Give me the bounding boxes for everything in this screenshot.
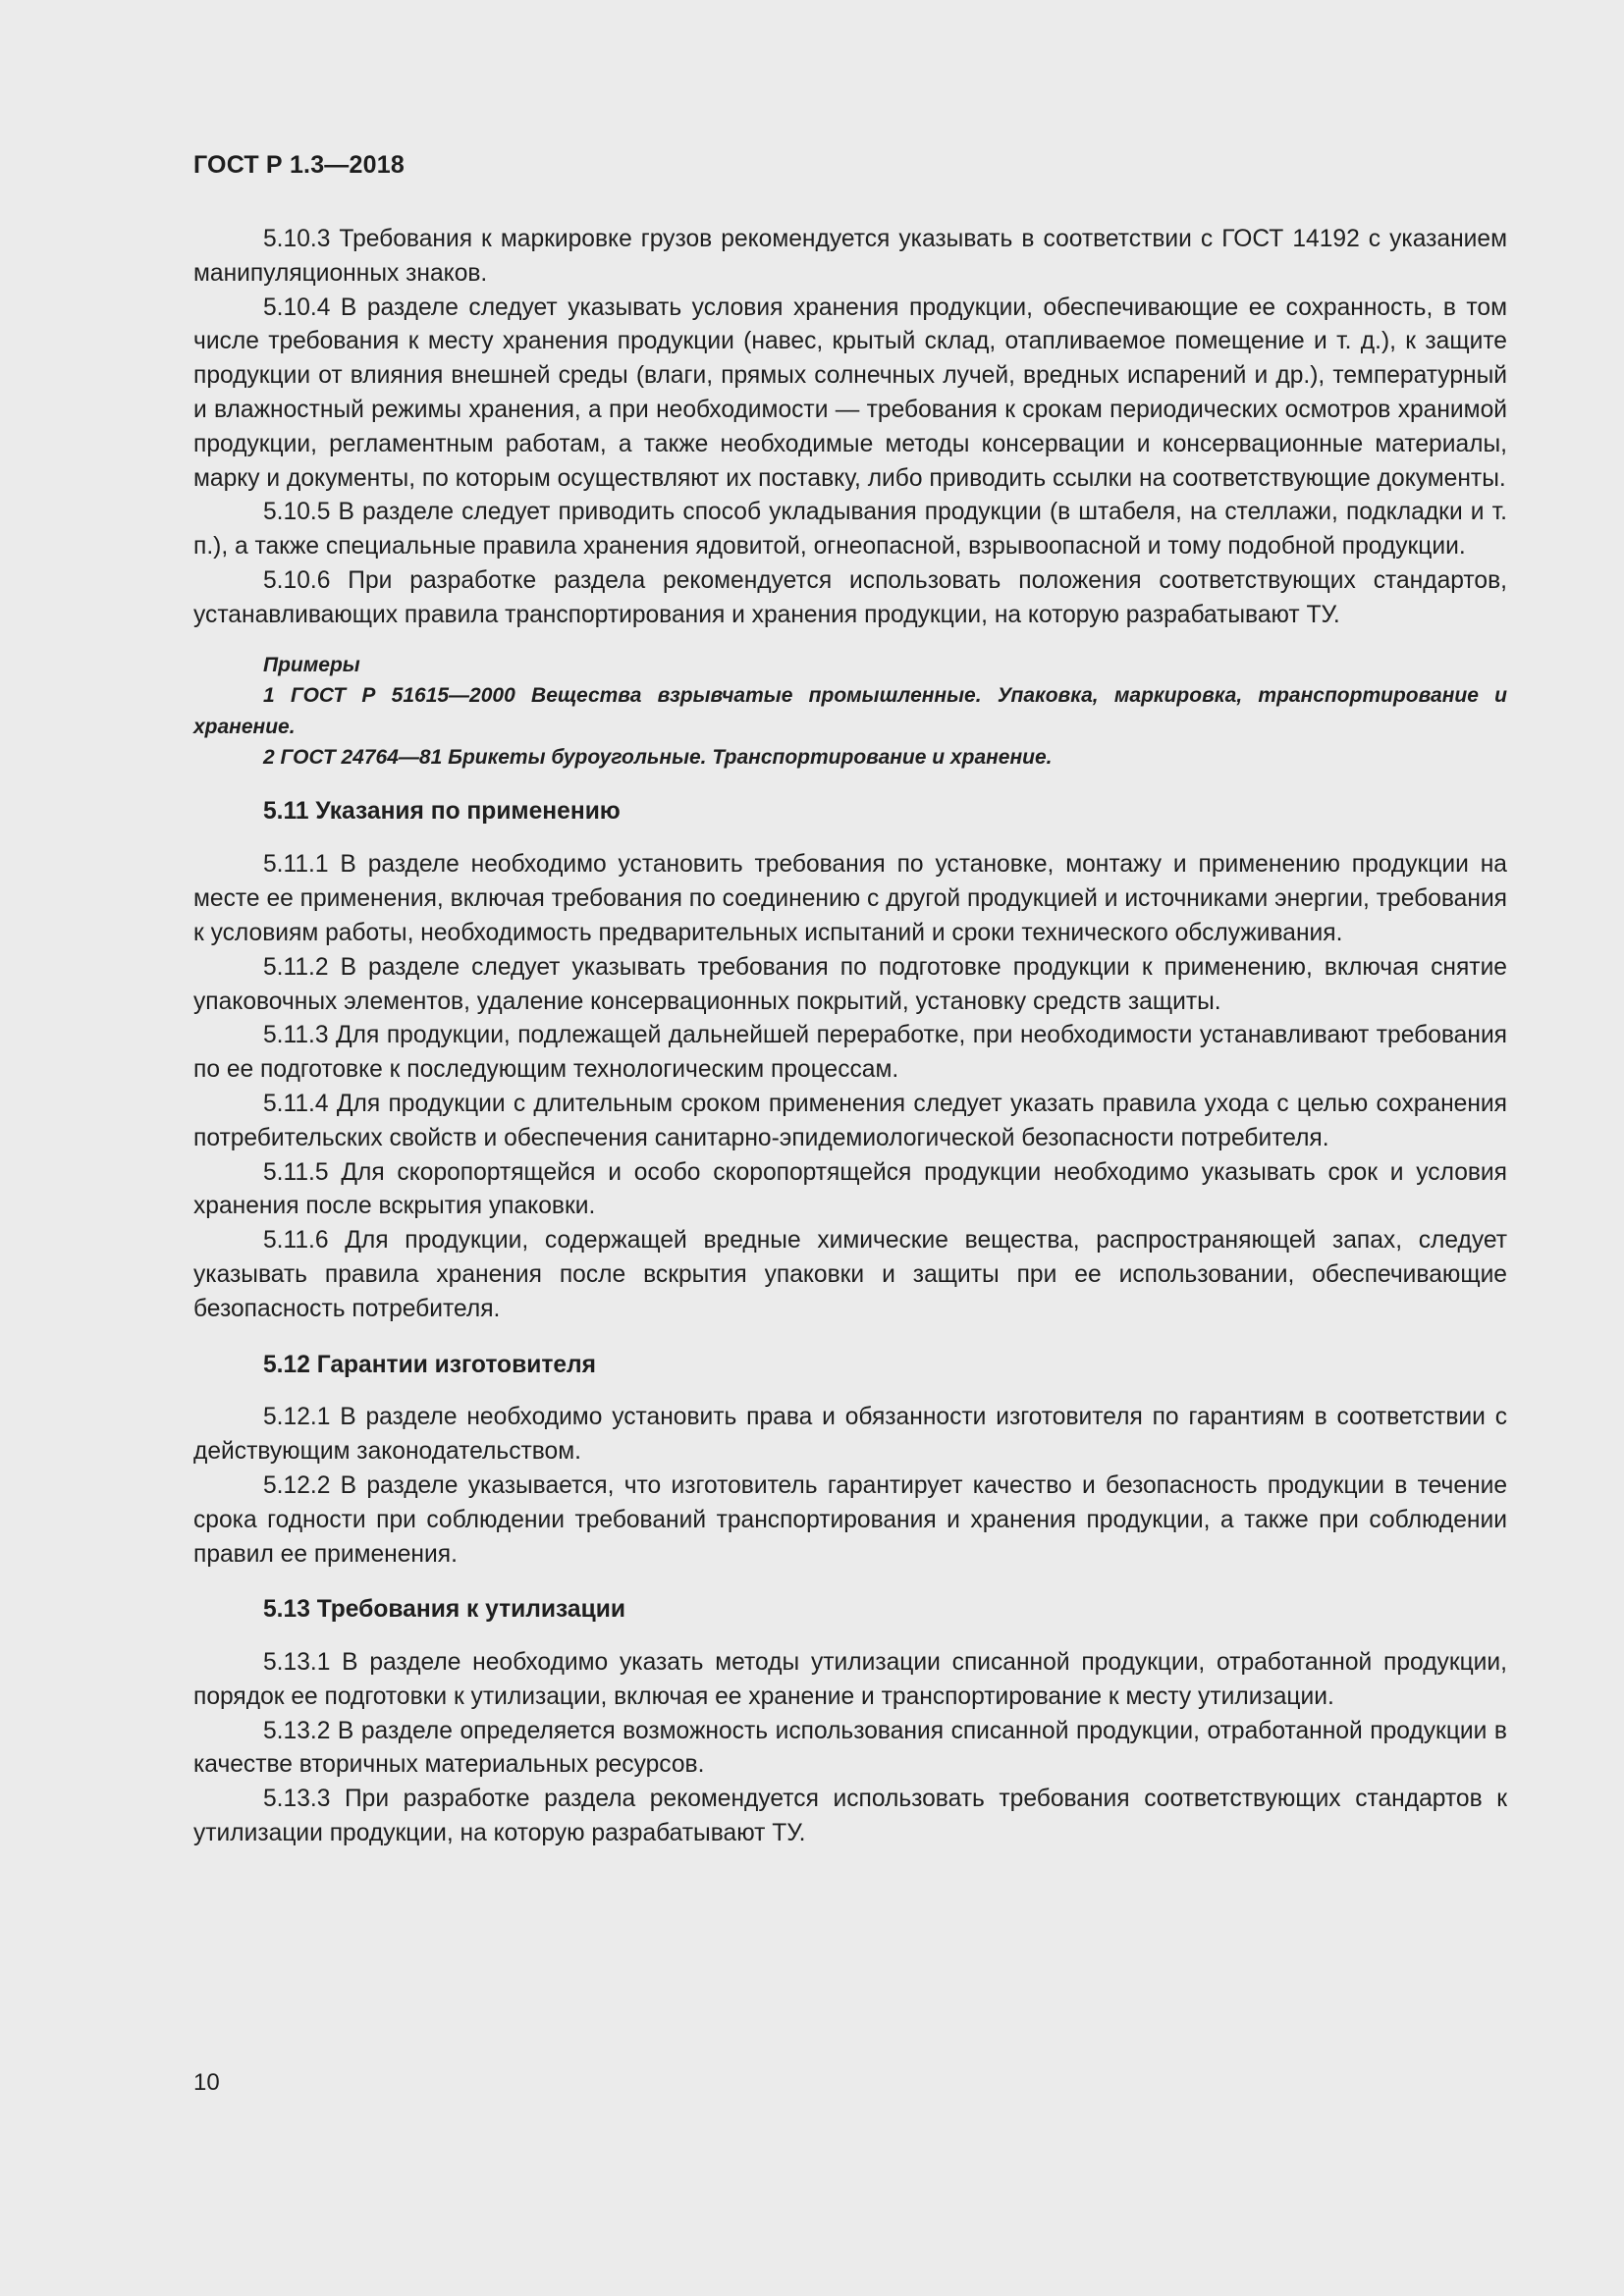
paragraph-5-12-2: 5.12.2 В разделе указывается, что изготовитель гарантирует качество и безопасность продукции в течение срока годности при соблюдении требований транспортирования и хранения продукции, а также при соблюдении правил ее применения. — [193, 1471, 1507, 1568]
paragraph-5-13-3: 5.13.3 При разработке раздела рекомендуется использовать требования соответствующих стандартов к утилизации продукции, на которую разрабатывают ТУ. — [193, 1786, 1507, 1847]
paragraph-5-11-3: 5.11.3 Для продукции, подлежащей дальнейшей переработке, при необходимости устанавливают требования по ее подготовке к последующим технологическим процессам. — [193, 1022, 1507, 1084]
paragraph-5-11-1: 5.11.1 В разделе необходимо установить требования по установке, монтажу и применению продукции на месте ее применения, включая требования по соединению с другой продукцией и источниками энергии, требования к условиям работы, необходимость предварительных испытаний и сроки технического обслуживания. — [193, 851, 1507, 946]
document-content — [193, 223, 1507, 1851]
paragraph-5-11-2: 5.11.2 В разделе следует указывать требования по подготовке продукции к применению, включая снятие упаковочных элементов, удаление консервационных покрытий, установку средств защиты. — [193, 953, 1507, 1015]
example-item-2: 2 ГОСТ 24764—81 Брикеты буроугольные. Транспортирование и хранение. — [263, 746, 1053, 770]
paragraph-5-13-2: 5.13.2 В разделе определяется возможность использования списанной продукции, отработанной продукции в качестве вторичных материальных ресурсов. — [193, 1717, 1507, 1779]
examples-title: Примеры — [263, 653, 360, 676]
page-number: 10 — [193, 2069, 220, 2096]
paragraph-5-10-5: 5.10.5 В разделе следует приводить способ укладывания продукции (в штабеля, на стеллажи, подкладки и т. п.), а также специальные правила хранения ядовитой, огнеопасной, взрывоопасной и тому подобной продукции. — [193, 499, 1507, 561]
example-item-1: 1 ГОСТ Р 51615—2000 Вещества взрывчатые промышленные. Упаковка, маркировка, транспортирование и хранение. — [193, 684, 1507, 738]
paragraph-5-10-4: 5.10.4 В разделе следует указывать условия хранения продукции, обеспечивающие ее сохранность, в том числе требования к месту хранения продукции (навес, крытый склад, отапливаемое помещение и т. д.), к защите продукции от влияния внешней среды (влаги, прямых солнечных лучей, вредных испарений и др.), температурный и влажностный режимы хранения, а при необходимости — требования к срокам периодических осмотров хранимой продукции, регламентным работам, а также необходимые методы консервации и консервационные материалы, марку и документы, по которым осуществляют их поставку, либо приводить ссылки на соответствующие документы. — [193, 294, 1507, 492]
paragraph-5-10-6: 5.10.6 При разработке раздела рекомендуется использовать положения соответствующих стандартов, устанавливающих правила транспортирования и хранения продукции, на которую разрабатывают ТУ. — [193, 566, 1507, 628]
paragraph-5-11-6: 5.11.6 Для продукции, содержащей вредные химические вещества, распространяющей запах, следует указывать правила хранения после вскрытия упаковки и защиты при ее использовании, обеспечивающие безопасность потребителя. — [193, 1227, 1507, 1322]
paragraph-5-10-3: 5.10.3 Требования к маркировке грузов рекомендуется указывать в соответствии с ГОСТ 14192 с указанием манипуляционных знаков. — [193, 226, 1507, 287]
paragraph-5-11-5: 5.11.5 Для скоропортящейся и особо скоропортящейся продукции необходимо указывать срок и условия хранения после вскрытия упаковки. — [193, 1158, 1507, 1220]
section-heading-5-13: 5.13 Требования к утилизации — [263, 1596, 625, 1624]
paragraph-5-12-1: 5.12.1 В разделе необходимо установить права и обязанности изготовителя по гарантиям в соответствии с действующим законодательством. — [193, 1404, 1507, 1466]
section-heading-5-11: 5.11 Указания по применению — [263, 797, 621, 825]
section-heading-5-12: 5.12 Гарантии изготовителя — [263, 1351, 597, 1378]
paragraph-5-13-1: 5.13.1 В разделе необходимо указать методы утилизации списанной продукции, отработанной продукции, порядок ее подготовки к утилизации, включая ее хранение и транспортирование к месту утилизации. — [193, 1649, 1507, 1710]
examples-block — [193, 650, 1507, 774]
paragraph-5-11-4: 5.11.4 Для продукции с длительным сроком применения следует указать правила ухода с целью сохранения потребительских свойств и обеспечения санитарно-эпидемиологической безопасности потребителя. — [193, 1090, 1507, 1151]
document-page — [193, 0, 1507, 2296]
document-header: ГОСТ Р 1.3—2018 — [193, 151, 405, 179]
